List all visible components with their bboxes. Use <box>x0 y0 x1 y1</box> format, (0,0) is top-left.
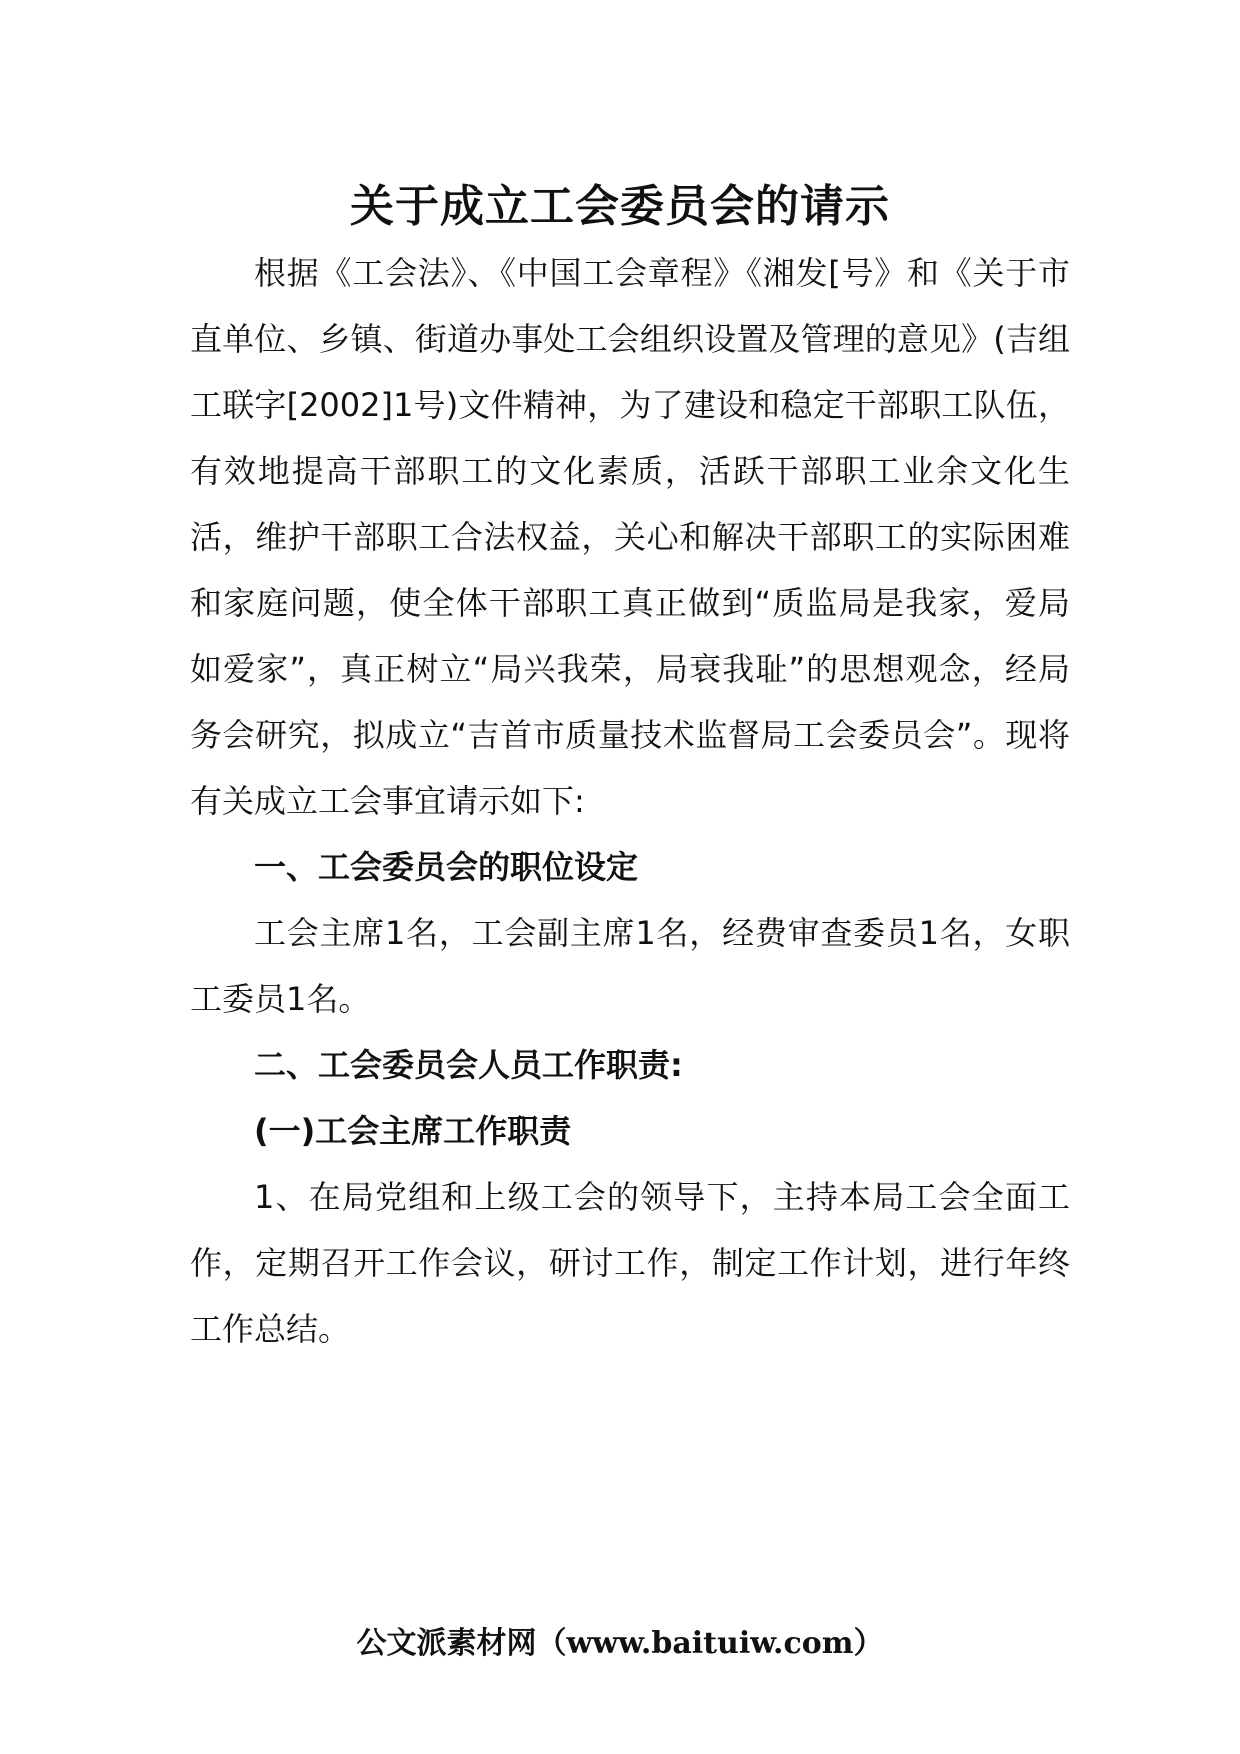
intro-paragraph: 根据《工会法》、《中国工会章程》《湘发[号》和《关于市直单位、乡镇、街道办事处工会组织设置及管理的意见》(吉组工联字[2002]1号)文件精神，为了建设和稳定干部职工队伍，有效地提高干部职工的文化素质，活跃干部职工业余文化生活，维护干部职工合法权益，关心和解决干部职工的实际困难和家庭问题，使全体干部职工真正做到“质监局是我家，爱局如爱家”，真正树立“局兴我荣，局衰我耻”的思想观念，经局务会研究，拟成立“吉首市质量技术监督局工会委员会”。现将有关成立工会事宜请示如下: <box>190 254 1070 820</box>
subsection-heading-1: (一)工会主席工作职责 <box>254 1112 572 1150</box>
duty-paragraph-1: 1、在局党组和上级工会的领导下，主持本局工会全面工作，定期召开工作会议，研讨工作，制定工作计划，进行年终工作总结。 <box>190 1178 1070 1348</box>
section-heading-1: 一、工会委员会的职位设定 <box>254 848 639 886</box>
footer-watermark: 公文派素材网（www.baituiw.com） <box>356 1626 884 1661</box>
positions-paragraph: 工会主席1名，工会副主席1名，经费审查委员1名，女职工委员1名。 <box>190 914 1070 1018</box>
section-heading-2: 二、工会委员会人员工作职责: <box>254 1046 683 1084</box>
document-body <box>190 240 1070 1362</box>
document-title: 关于成立工会委员会的请示 <box>350 181 890 232</box>
